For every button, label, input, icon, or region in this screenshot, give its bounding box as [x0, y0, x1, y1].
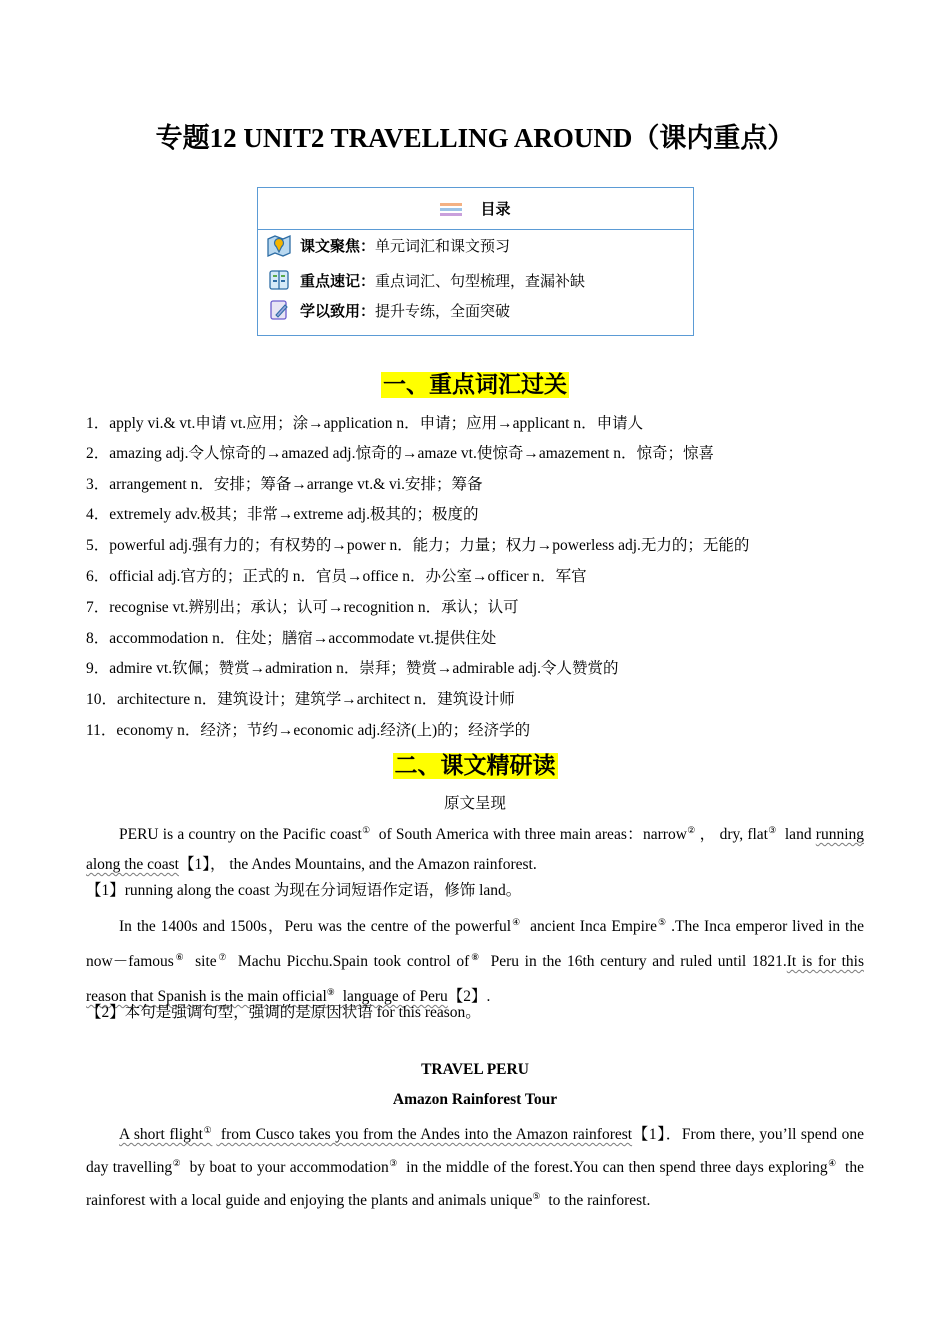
toc-header [258, 188, 693, 230]
tour-title: Amazon Rainforest Tour [392, 1091, 558, 1108]
page-title: 专题12 UNIT2 TRAVELLING AROUND（课内重点） [155, 123, 795, 153]
book-icon [266, 268, 292, 292]
toc-item-label: 课文聚焦： [300, 236, 376, 255]
toc-heading: 目录 [480, 200, 511, 218]
toc-item-desc: 重点词汇、句型梳理，查漏补缺 [375, 271, 586, 290]
original-text-heading: 原文呈现 [443, 795, 506, 812]
table-of-contents [257, 187, 694, 336]
vocab-item: 3．arrangement n．安排；筹备→arrange vt.& vi.安排；筹备 [86, 476, 483, 493]
edit-note-icon [266, 298, 292, 322]
vocab-item: 4．extremely adv.极其；非常→extreme adj.极其的；极度的 [86, 506, 479, 523]
travel-title: TRAVEL PERU [421, 1061, 529, 1078]
toc-item-label: 重点速记： [300, 271, 376, 290]
toc-item-desc: 单元词汇和课文预习 [375, 236, 511, 255]
section-heading-vocab: 一、重点词汇过关 [383, 372, 567, 398]
annotated-sentence: It is for this reason that Spanish is the main official⑨ language of Peru [86, 953, 864, 1005]
vocab-item: 6．official adj.官方的；正式的 n．官员→office n．办公室→officer n．军官 [86, 568, 587, 585]
vocab-item: 1．apply vi.& vt.申请 vt.应用；涂→application n．申请；应用→applicant n．申请人 [86, 415, 644, 432]
annotated-sentence: A short flight① from Cusco takes you from the Andes into the Amazon rainforest [119, 1125, 633, 1143]
note-2: 【2】本句是强调句型，强调的是原因状语 for this reason。 [86, 1004, 481, 1021]
toc-item-label: 学以致用： [300, 301, 376, 320]
paragraph-rainforest-tour: A short flight① from Cusco takes you from the Andes into the Amazon rainforest【1】．From there, you’ll spend one day travelling② by boat to your accommodation③ in the middle of the forest.You can then spend three days exploring④ the rainforest with a local guide and enjoying the plants and animals unique⑤ to the rainforest. [86, 1125, 864, 1209]
section-heading-reading: 二、课文精研读 [394, 753, 556, 779]
vocab-item: 8．accommodation n．住处；膳宿→accommodate vt.提供住处 [86, 630, 497, 647]
paragraph-peru-intro: PERU is a country on the Pacific coast① of South America with three main areas：narrow② ， dry, flat③ land running along the coast【1】， the Andes Mountains, and the Amazon rainforest. [86, 825, 864, 873]
vocab-item: 11．economy n．经济；节约→economic adj.经济(上)的；经济学的 [86, 722, 531, 739]
toc-item-practice [266, 298, 510, 322]
list-bars-icon [440, 203, 462, 217]
vocab-item: 2．amazing adj.令人惊奇的→amazed adj.惊奇的→amaze vt.使惊奇→amazement n．惊奇；惊喜 [86, 445, 715, 462]
annotated-phrase: running along the coast [86, 826, 864, 873]
toc-item-focus [266, 233, 510, 257]
toc-item-desc: 提升专练，全面突破 [375, 301, 511, 320]
paragraph-peru-history: In the 1400s and 1500s，Peru was the centre of the powerful④ ancient Inca Empire⑤ .The Inca emperor lived in the now－famous⑥ site⑦ Machu Picchu.Spain took control of⑧ Peru in the 16th century and ruled until 1821.It is for this reason that Spanish is the main official⑨ language of Peru【2】. [86, 917, 864, 1005]
vocab-item: 7．recognise vt.辨别出；承认；认可→recognition n．承认；认可 [86, 599, 519, 616]
vocab-item: 9．admire vt.钦佩；赞赏→admiration n．崇拜；赞赏→admirable adj.令人赞赏的 [86, 660, 619, 677]
vocab-item: 10．architecture n．建筑设计；建筑学→architect n．建筑设计师 [86, 691, 515, 708]
vocab-item: 5．powerful adj.强有力的；有权势的→power n．能力；力量；权力→powerless adj.无力的；无能的 [86, 537, 750, 554]
note-1: 【1】running along the coast 为现在分词短语作定语，修饰 land。 [86, 882, 522, 899]
toc-item-memo [266, 268, 585, 292]
map-pin-icon [266, 233, 292, 257]
